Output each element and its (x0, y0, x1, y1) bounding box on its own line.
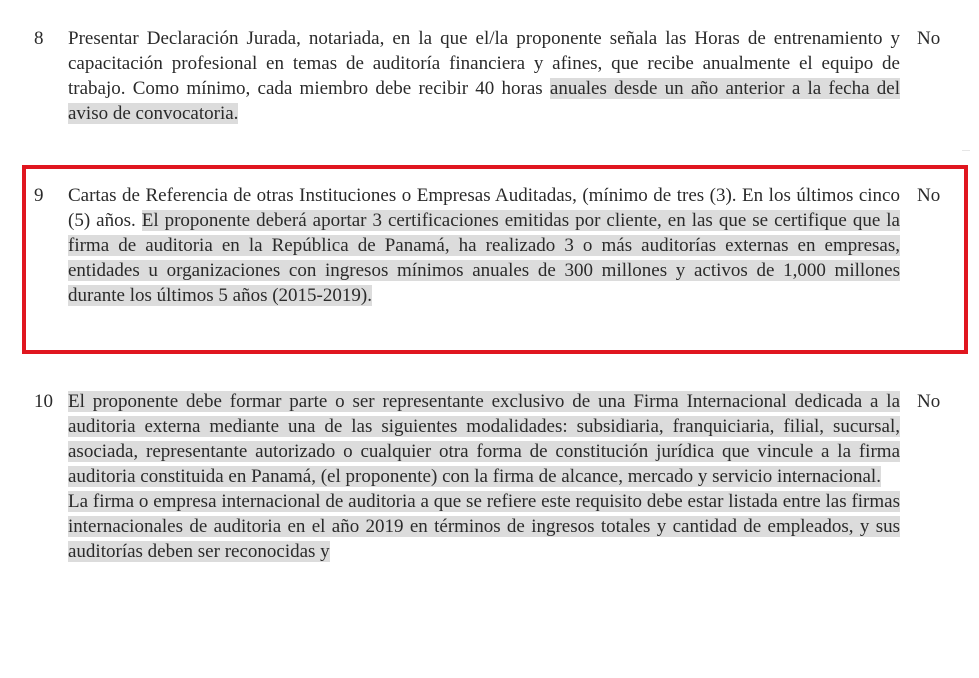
item-text-highlighted: anuales desde un año anterior a la fecha del aviso de convocatoria. (68, 78, 900, 124)
item-text-plain: Presentar Declaración Jurada, notariada, en la que el/la proponente señala las Horas de entrenamiento y capacitación profesional en temas de auditoría financiera y afines, que recibe anualmente el equipo de trabajo. Como mínimo, cada miembro debe recibir 40 horas (68, 28, 900, 99)
item-text-plain: Cartas de Referencia de otras Instituciones o Empresas Auditadas, (mínimo de tres (3). En los últimos cinco (5) años. (68, 185, 900, 231)
item-text (68, 183, 900, 308)
item-text (68, 389, 900, 564)
item-answer: No (917, 28, 941, 49)
divider-mark (962, 150, 970, 151)
item-paragraph-2: La firma o empresa internacional de auditoria a que se refiere este requisito debe estar listada entre las firmas internacionales de auditoria en el año 2019 en términos de ingresos totales y cantidad de empleados, y sus auditorías deben ser reconocidas y (68, 491, 900, 562)
item-answer: No (917, 391, 941, 412)
item-paragraph-1: El proponente debe formar parte o ser representante exclusivo de una Firma Internacional dedicada a la auditoria externa mediante una de las siguientes modalidades: subsidiaria, franquiciaria, filial, sucursal, asociada, representante autorizado o cualquier otra forma de constitución jurídica que vincule a la firma auditoria constituida en Panamá, (el proponente) con la firma de alcance, mercado y servicio internacional. (68, 391, 900, 487)
item-number: 9 (34, 185, 44, 206)
item-text (68, 26, 900, 126)
item-text-highlighted: El proponente deberá aportar 3 certificaciones emitidas por cliente, en las que se certifique que la firma de auditoria en la República de Panamá, ha realizado 3 o más auditorías externas en empresas, entidades u organizaciones con ingresos mínimos anuales de 300 millones y activos de 1,000 millones durante los últimos 5 años (2015-2019). (68, 210, 900, 306)
item-answer: No (917, 185, 941, 206)
item-number: 10 (34, 391, 53, 412)
item-number: 8 (34, 28, 44, 49)
